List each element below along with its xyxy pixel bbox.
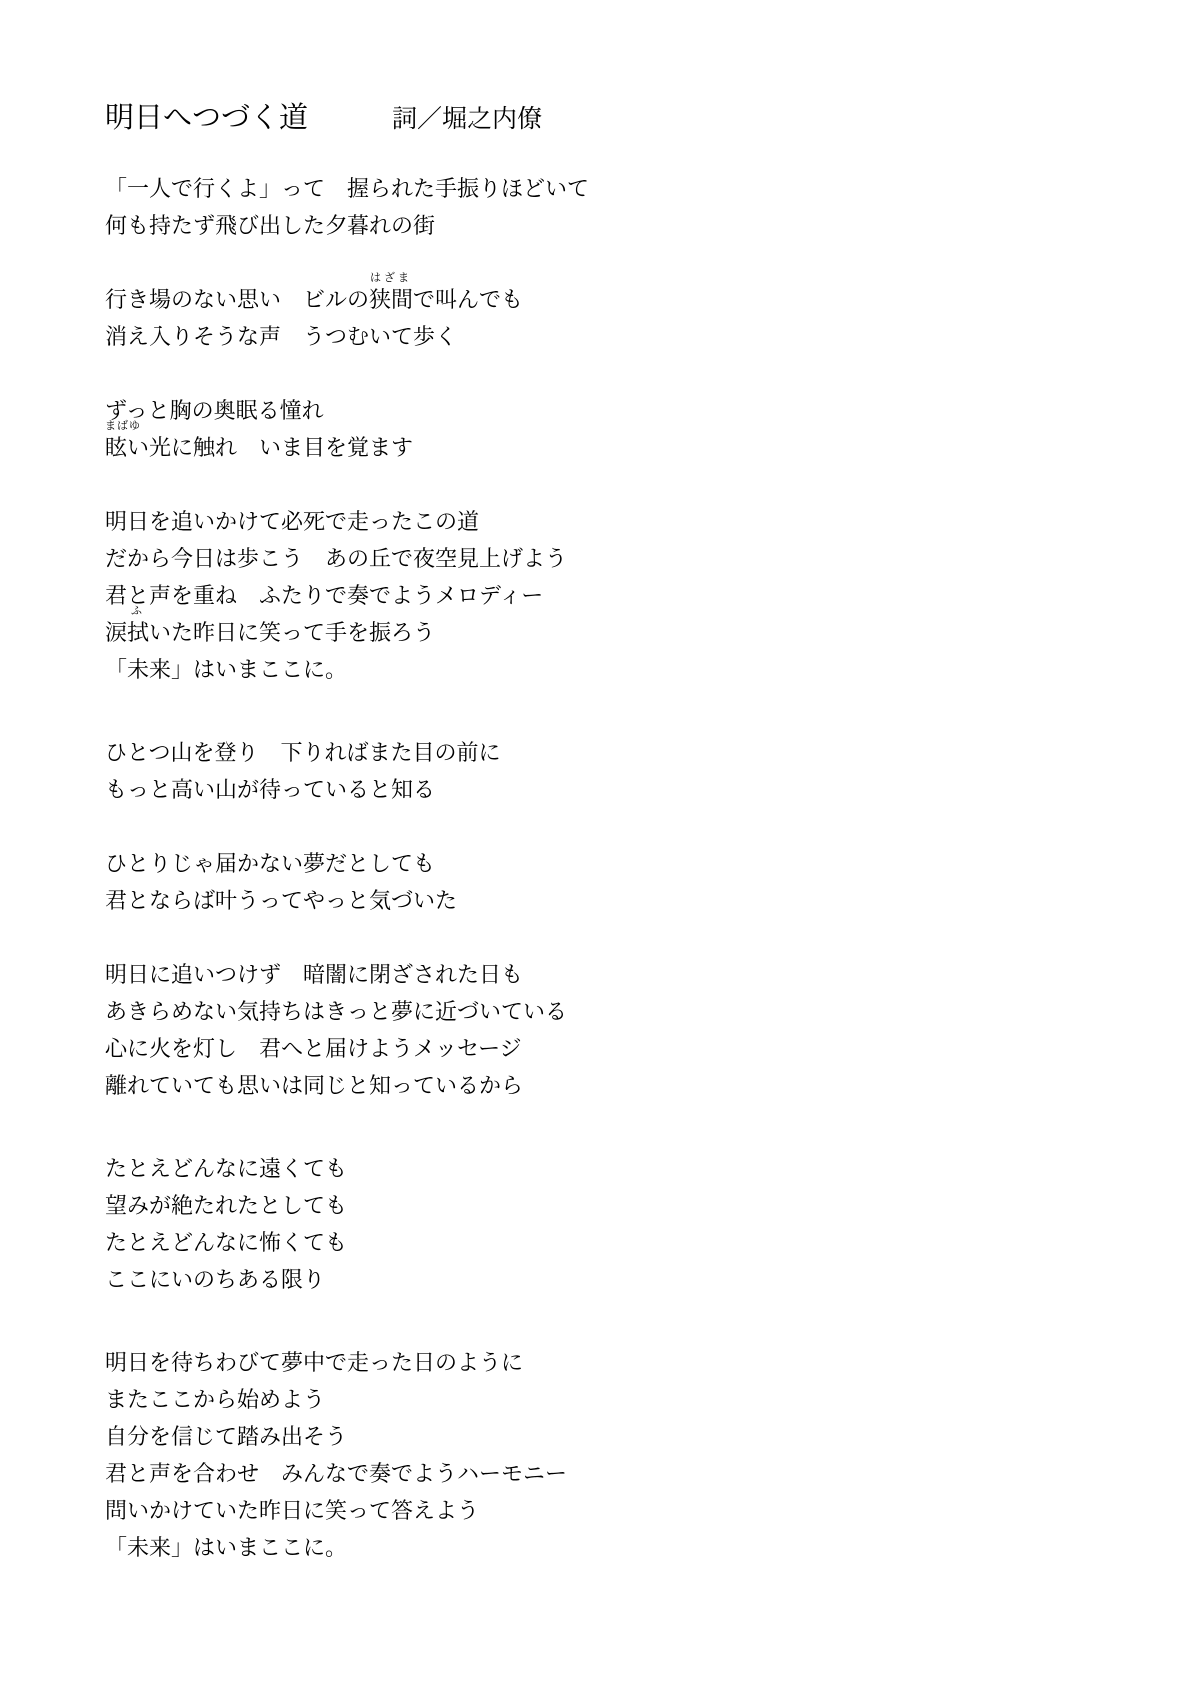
lyric-line: 「未来」はいまここに。 — [105, 657, 348, 682]
lyric-line: 消え入りそうな声 うつむいて歩く — [105, 324, 458, 349]
lyric-line: 君と声を合わせ みんなで奏でようハーモニー — [105, 1461, 568, 1486]
lyric-segment: で叫んでも — [413, 287, 524, 312]
lyric-line: 明日に追いつけず 暗闇に閉ざされた日も — [105, 962, 524, 987]
lyric-line: 離れていても思いは同じと知っているから — [105, 1073, 524, 1098]
lyric-line: 君と声を重ね ふたりで奏でようメロディー — [105, 583, 544, 608]
ruby-group — [127, 605, 150, 651]
lyric-stanza — [105, 392, 1110, 466]
lyric-stanza — [105, 1344, 1110, 1566]
lyricist-credit: 詞／堀之内僚 — [392, 105, 543, 133]
ruby-base: 眩 — [105, 435, 128, 460]
ruby-group — [369, 272, 414, 318]
lyric-line: ここにいのちある限り — [105, 1267, 326, 1292]
lyric-line: ひとりじゃ届かない夢だとしても — [105, 851, 436, 876]
lyric-line: 「一人で行くよ」って 握られた手振りほどいて — [105, 176, 590, 201]
ruby-base: 拭 — [127, 620, 150, 645]
lyric-line: 心に火を灯し 君へと届けようメッセージ — [105, 1036, 522, 1061]
lyric-line — [105, 605, 1110, 651]
lyric-segment: いた昨日に笑って手を振ろう — [149, 620, 436, 645]
lyric-segment: 涙 — [105, 620, 128, 645]
page-title: 明日へつづく道 — [105, 102, 309, 134]
lyric-line: ひとつ山を登り 下りればまた目の前に — [105, 740, 501, 765]
lyric-line: もっと高い山が待っていると知る — [105, 777, 436, 802]
lyric-line — [105, 272, 1110, 318]
lyric-line: 自分を信じて踏み出そう — [105, 1424, 348, 1449]
lyric-line: 君とならば叶うってやっと気づいた — [105, 888, 458, 913]
furigana-text: はざま — [370, 272, 413, 284]
lyric-line: たとえどんなに怖くても — [105, 1230, 348, 1255]
lyric-stanza — [105, 503, 1110, 688]
lyric-segment: 行き場のない思い ビルの — [105, 287, 370, 312]
lyric-stanza — [105, 845, 1110, 919]
furigana-text: まばゆ — [105, 420, 141, 432]
ruby-base: 狭間 — [369, 287, 414, 312]
ruby-group — [105, 420, 141, 466]
lyric-line: 明日を追いかけて必死で走ったこの道 — [105, 509, 480, 534]
lyric-stanza — [105, 956, 1110, 1104]
title-row — [105, 100, 1110, 136]
lyric-stanza — [105, 1150, 1110, 1298]
lyric-line: 望みが絶たれたとしても — [105, 1193, 348, 1218]
lyric-line: またここから始めよう — [105, 1387, 326, 1412]
lyric-line: たとえどんなに遠くても — [105, 1156, 348, 1181]
lyric-stanza — [105, 734, 1110, 808]
lyric-line: 問いかけていた昨日に笑って答えよう — [105, 1498, 480, 1523]
lyric-line: あきらめない気持ちはきっと夢に近づいている — [105, 999, 568, 1024]
lyric-line: 「未来」はいまここに。 — [105, 1535, 348, 1560]
lyric-line: だから今日は歩こう あの丘で夜空見上げよう — [105, 546, 568, 571]
lyric-segment: い光に触れ いま目を覚ます — [127, 435, 414, 460]
lyric-stanza — [105, 170, 1110, 244]
lyric-line: ずっと胸の奥眠る憧れ — [105, 398, 324, 423]
furigana-text: ふ — [131, 605, 146, 617]
lyric-line: 何も持たず飛び出した夕暮れの街 — [105, 213, 436, 238]
lyric-line — [105, 420, 1110, 466]
lyric-line: 明日を待ちわびて夢中で走った日のように — [105, 1350, 524, 1375]
lyric-stanza — [105, 272, 1110, 355]
